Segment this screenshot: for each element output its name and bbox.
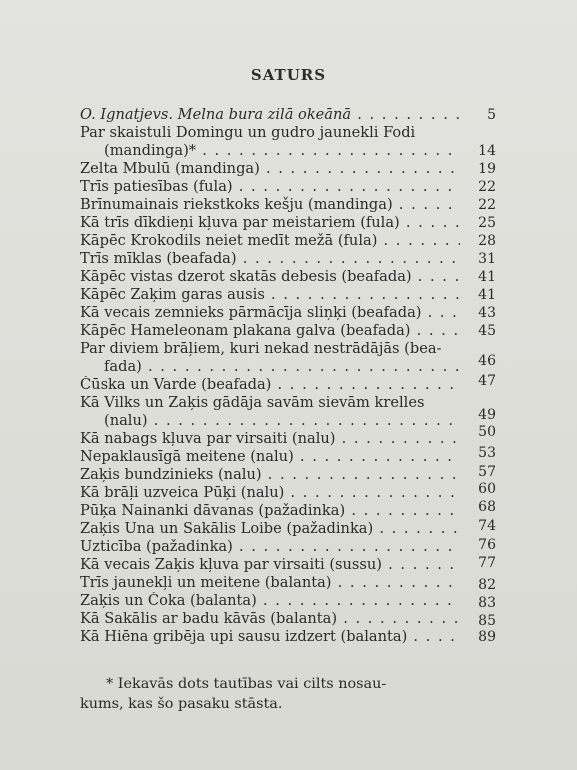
toc-page-number: 22 (478, 179, 496, 195)
toc-entry (80, 520, 500, 538)
toc-page-number: 47 (478, 373, 496, 389)
toc-entry (80, 445, 500, 466)
toc-entry-title: Par diviem brāļiem, kuri nekad nestrādājās (bea- (80, 340, 442, 357)
toc-page-number: 46 (478, 353, 496, 369)
footnote-line: kums, kas šo pasaku stāsta. (80, 696, 283, 712)
toc-entry (80, 106, 500, 124)
toc-page-number: 89 (478, 629, 496, 645)
toc-entry-title: Trīs mīklas (beafada) (80, 250, 237, 267)
toc-page-number: 53 (478, 445, 496, 461)
toc-entry-title: Kāpēc Zaķim garas ausis (80, 286, 265, 303)
toc-page-number: 49 (478, 407, 496, 423)
toc-entry (80, 178, 500, 196)
toc-entry-title: Brīnumainais riekstkoks kešju (mandinga) (80, 196, 393, 213)
toc-entry-title: Kā trīs dīkdieņi kļuva par meistariem (fula) (80, 214, 400, 231)
toc-entry-title-cont: (mandinga)* (104, 142, 197, 159)
toc-entry (80, 232, 500, 250)
toc-entry (80, 424, 500, 448)
toc-page-number: 28 (478, 233, 496, 249)
toc-entry-title: Kā Hiēna gribēja upi sausu izdzert (balanta) (80, 628, 408, 645)
toc-entry-title: Kāpēc vistas dzerot skatās debesis (beafada) (80, 268, 412, 285)
toc-entry (80, 499, 500, 520)
toc-entry (80, 304, 500, 322)
toc-entry (80, 628, 500, 646)
toc-entry-title: Kā brāļi uzveica Pūķi (nalu) (80, 484, 285, 501)
toc-page-number: 50 (478, 424, 496, 440)
toc-entry-title: Uzticība (pažadinka) (80, 538, 233, 555)
toc-entry (80, 124, 500, 160)
toc-entry (80, 556, 500, 574)
toc-page-number: 74 (478, 518, 496, 534)
toc-page-number: 25 (478, 215, 496, 231)
toc-page-number: 14 (478, 143, 496, 159)
toc-entry (80, 196, 500, 214)
toc-entry (80, 340, 500, 376)
toc-entry (80, 322, 500, 340)
toc-entry (80, 373, 500, 394)
toc-page-number: 68 (478, 499, 496, 515)
toc-entry-title: Zelta Mbulū (mandinga) (80, 160, 260, 177)
toc-entry-title-cont: (nalu) (104, 412, 148, 429)
page-title: SATURS (250, 66, 327, 84)
toc-entry (80, 538, 500, 556)
toc-entry-title: Trīs patiesības (fula) (80, 178, 233, 195)
toc-entry (80, 394, 500, 430)
toc-page-number: 43 (478, 305, 496, 321)
footnote-line: * Iekavās dots tautības vai cilts nosau- (106, 676, 387, 692)
toc-entry-title: Zaķis bundzinieks (nalu) (80, 466, 262, 483)
footnote (80, 674, 480, 714)
toc-entry-title: Par skaistuli Domingu un gudro jaunekli Fodi (80, 124, 416, 141)
toc-entry (80, 574, 500, 592)
toc-entry-title: Nepaklausīgā meitene (nalu) (80, 448, 294, 465)
toc-page-number: 76 (478, 537, 496, 553)
toc-entry-title: Kāpēc Hameleonam plakana galva (beafada) (80, 322, 411, 339)
toc-entry (80, 466, 500, 484)
toc-page-number: 60 (478, 481, 496, 497)
toc-entry-title: Kāpēc Krokodils neiet medīt mežā (fula) (80, 232, 378, 249)
toc-entry (80, 286, 500, 304)
toc-entry-title-cont: fada) (104, 358, 142, 375)
toc-page-number: 77 (478, 555, 496, 571)
toc-page-number: 31 (478, 251, 496, 267)
toc-entry (80, 481, 500, 502)
toc-page-number: 57 (478, 464, 496, 480)
toc-page-number: 41 (478, 287, 496, 303)
toc-entry-title: Zaķis Una un Sakālis Loibe (pažadinka) (80, 520, 374, 537)
toc-page-number: 5 (487, 107, 496, 123)
toc-entry-title: Kā nabags kļuva par virsaiti (nalu) (80, 430, 336, 447)
toc-page-number: 85 (478, 613, 496, 629)
toc-entry (80, 592, 500, 610)
toc-entry-title: Kā Vilks un Zaķis gādāja savām sievām krelles (80, 394, 425, 411)
toc-entry (80, 250, 500, 268)
toc-entry (80, 160, 500, 178)
toc-page-number: 82 (478, 577, 496, 593)
toc-entry-title: Kā Sakālis ar badu kāvās (balanta) (80, 610, 338, 627)
toc-entry-title: Čūska un Varde (beafada) (80, 376, 272, 393)
table-of-contents (80, 106, 500, 646)
toc-entry (80, 610, 500, 628)
toc-page-number: 83 (478, 595, 496, 611)
toc-page-number: 19 (478, 161, 496, 177)
toc-page-number: 41 (478, 269, 496, 285)
toc-entry-title: Pūķa Nainanki dāvanas (pažadinka) (80, 502, 346, 519)
toc-entry-title: Trīs jaunekļi un meitene (balanta) (80, 574, 332, 591)
toc-entry-title: Kā vecais zemnieks pārmācīja sliņķi (beafada) (80, 304, 422, 321)
toc-entry-title: Kā vecais Zaķis kļuva par virsaiti (sussu) (80, 556, 382, 573)
toc-page-number: 45 (478, 323, 496, 339)
toc-entry (80, 268, 500, 286)
toc-entry-title: Zaķis un Čoka (balanta) (80, 592, 257, 609)
toc-entry (80, 214, 500, 232)
toc-entry-title: O. Ignatjevs. Melna bura zilā okeānā (80, 106, 352, 123)
toc-page-number: 22 (478, 197, 496, 213)
